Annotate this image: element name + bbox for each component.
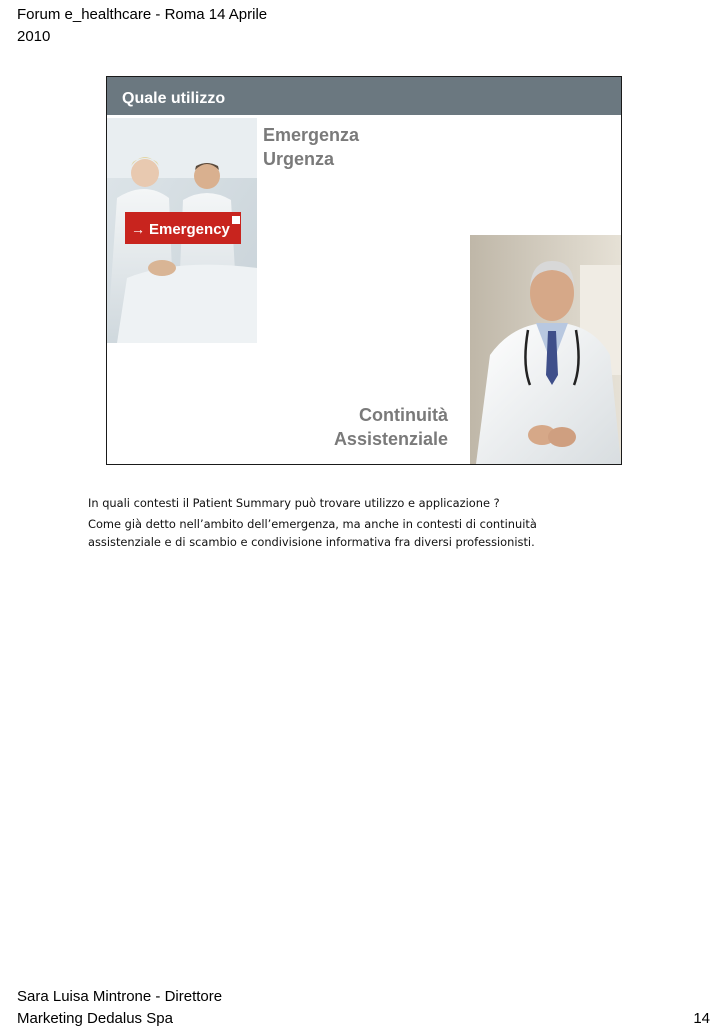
emergency-photo [107,118,257,343]
label-urgenza: Urgenza [263,149,335,169]
slide [106,76,622,465]
answer-line-1: Come già detto nell’ambito dell’emergenza, ma anche in contesti di continuità [88,517,537,531]
svg-text:→: → [131,221,145,237]
label-assistenziale: Assistenziale [333,429,448,449]
page-number: 14 [693,1010,710,1027]
header-line-1: Forum e_healthcare - Roma 14 Aprile [17,6,268,23]
answer-line-2: assistenziale e di scambio e condivisione informativa fra diversi professionisti. [88,535,535,549]
label-emergenza: Emergenza [263,125,360,145]
footer-line-1: Sara Luisa Mintrone - Direttore [17,988,223,1005]
label-emergenza-urgenza [263,123,359,171]
slide-title-bar [107,77,621,115]
label-continuita: Continuità [359,405,448,425]
page-footer [17,986,357,1030]
header-line-2: 2010 [17,28,51,45]
doctor-photo [470,235,621,464]
page-header [17,4,337,48]
emergency-sign-text: Emergency [149,221,230,238]
question-text: In quali contesti il Patient Summary può trovare utilizzo e applicazione ? [88,496,500,510]
footer-line-2: Marketing Dedalus Spa [17,1010,173,1027]
label-continuita-assistenziale [334,403,448,451]
slide-title: Quale utilizzo [122,90,226,107]
body-text [88,494,628,551]
